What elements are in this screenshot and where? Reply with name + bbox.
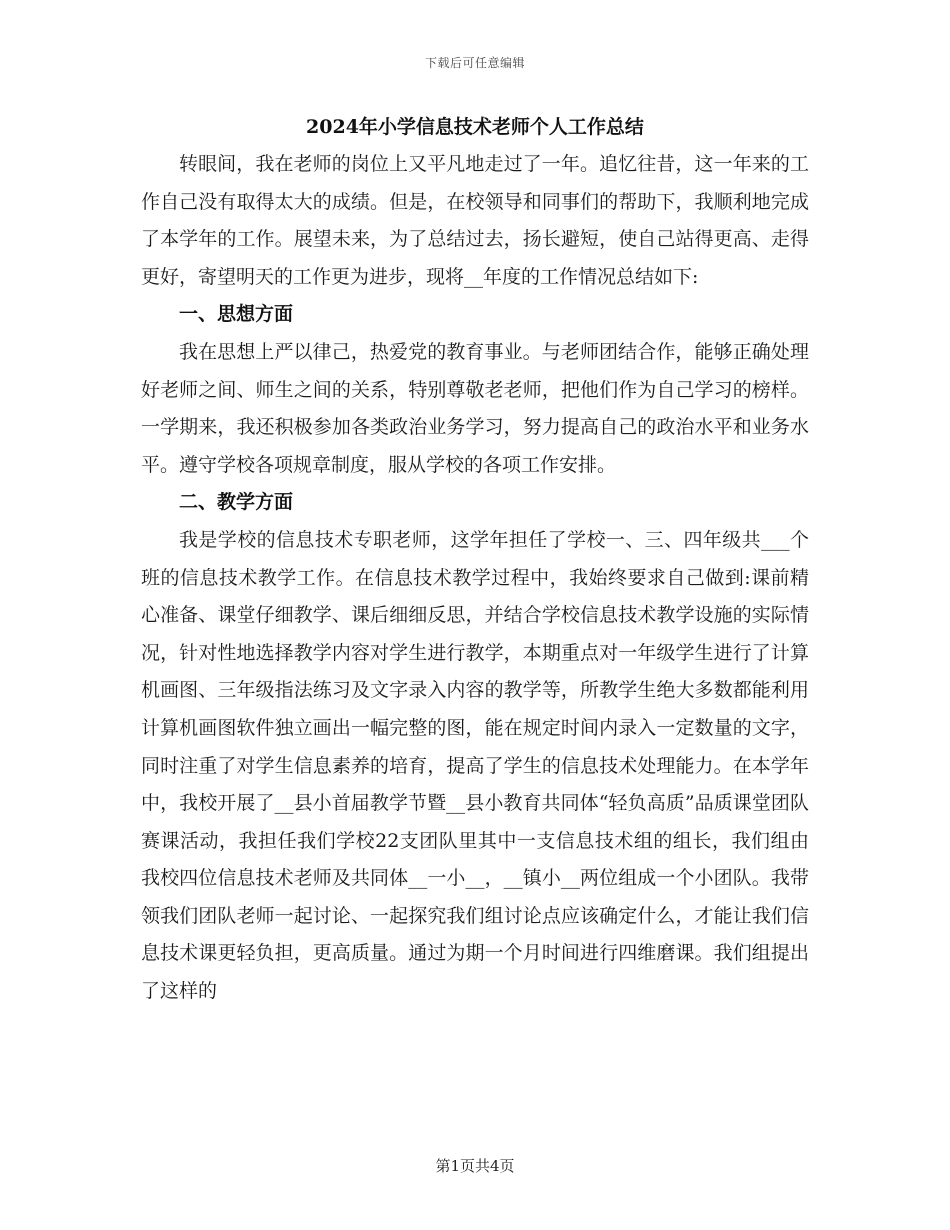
document-title: 2024年小学信息技术老师个人工作总结 bbox=[306, 116, 644, 138]
document-body bbox=[141, 112, 809, 1011]
intro-paragraph: 转眼间，我在老师的岗位上又平凡地走过了一年。追忆往昔，这一年来的工作自己没有取得太大的成绩。但是，在校领导和同事们的帮助下，我顺利地完成了本学年的工作。展望未来，为了总结过去，扬长避短，使自己站得更高、走得更好，寄望明天的工作更为进步，现将__年度的工作情况总结如下: bbox=[141, 153, 809, 288]
header-note: 下载后可任意编辑 bbox=[424, 56, 525, 70]
section-body-thought: 我在思想上严以律己，热爱党的教育事业。与老师团结合作，能够正确处理好老师之间、师生之间的关系，特别尊敬老老师，把他们作为自己学习的榜样。一学期来，我还积极参加各类政治业务学习，努力提高自己的政治水平和业务水平。遵守学校各项规章制度，服从学校的各项工作安排。 bbox=[141, 340, 809, 476]
section-heading-teaching: 二、教学方面 bbox=[179, 491, 294, 514]
section-body-teaching: 我是学校的信息技术专职老师，这学年担任了学校一、三、四年级共___个班的信息技术教学工作。在信息技术教学过程中，我始终要求自己做到:课前精心准备、课堂仔细教学、课后细细反思，并结合学校信息技术教学设施的实际情况，针对性地选择教学内容对学生进行教学，本期重点对一年级学生进行了计算机画图、三年级指法练习及文字录入内容的教学等，所教学生绝大多数都能利用计算机画图软件独立画出一幅完整的图，能在规定时间内录入一定数量的文字，同时注重了对学生信息素养的培育，提高了学生的信息技术处理能力。在本学年中，我校开展了__县小首届教学节暨__县小教育共同体“轻负高质”品质课堂团队赛课活动，我担任我们学校22支团队里其中一支信息技术组的组长，我们组由我校四位信息技术老师及共同体__一小__，__镇小__两位组成一个小团队。我带领我们团队老师一起讨论、一起探究我们组讨论点应该确定什么，才能让我们信息技术课更轻负担，更高质量。通过为期一个月时间进行四维磨课。我们组提出了这样的 bbox=[141, 528, 809, 1003]
section-heading-thought: 一、思想方面 bbox=[179, 303, 294, 326]
page-number: 第1页共4页 bbox=[435, 1157, 515, 1175]
